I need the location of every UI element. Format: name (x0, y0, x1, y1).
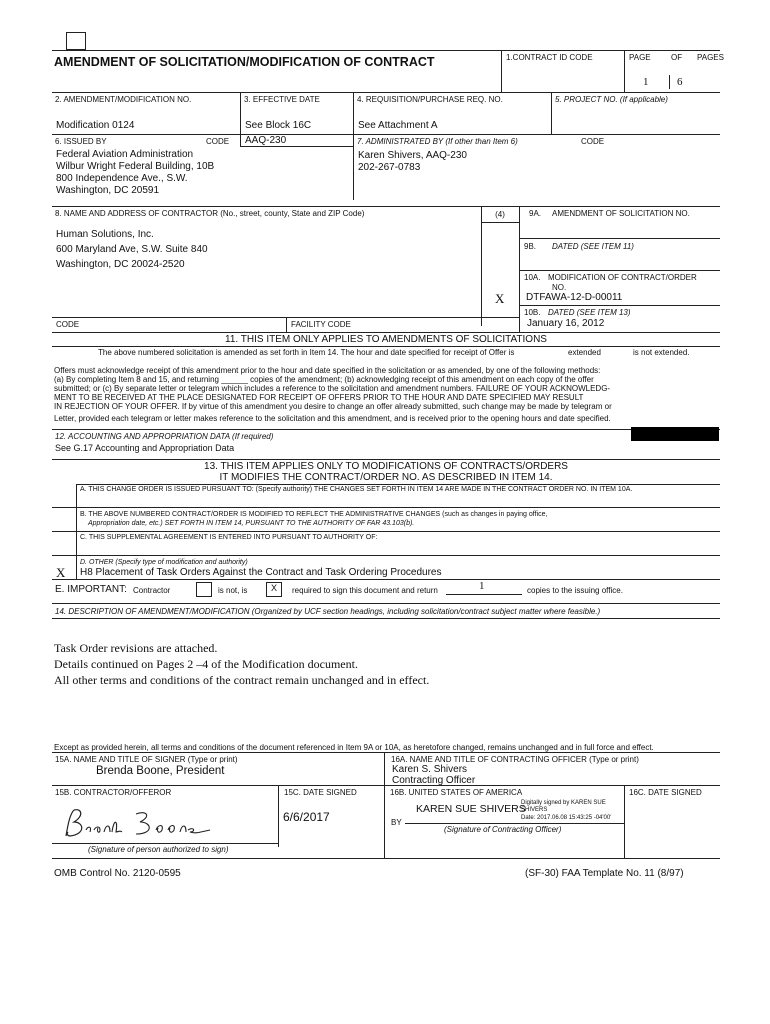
item-16a-name: Karen S. Shivers (392, 764, 468, 775)
item-11-para-1: Offers must acknowledge receipt of this amendment prior to the hour and date specified in the solicitation or as amended, by one of the following methods: (54, 366, 601, 375)
amendment-no-label: 2. AMENDMENT/MODIFICATION NO. (55, 95, 192, 104)
item-14-label: 14. DESCRIPTION OF AMENDMENT/MODIFICATION (Organized by UCF section headings, including solicitation/contract subject matter where feasible.) (55, 607, 601, 616)
item-10b-num: 10B. (524, 308, 541, 317)
is-not-checkbox[interactable] (196, 582, 212, 597)
admin-label: 7. ADMINISTRATED BY (If other than Item 6) (357, 137, 518, 146)
facility-code-label: FACILITY CODE (291, 320, 351, 329)
item-13c: C. THIS SUPPLEMENTAL AGREEMENT IS ENTERED INTO PURSUANT TO AUTHORITY OF: (80, 534, 378, 541)
page-label: PAGE (629, 53, 651, 62)
effective-date-value: See Block 16C (245, 120, 312, 131)
admin-code-label: CODE (581, 137, 605, 146)
signature-15-caption: (Signature of person authorized to sign) (88, 845, 229, 854)
omb-control-number: OMB Control No. 2120-0595 (54, 868, 181, 879)
item-9b-num: 9B. (524, 242, 537, 251)
item-10a-num: 10A. (524, 273, 541, 282)
of-label: OF (671, 53, 683, 62)
important-required: required to sign this document and return (292, 586, 438, 595)
item-16b-label: 16B. UNITED STATES OF AMERICA (390, 788, 523, 797)
contractor-line-2: 600 Maryland Ave, S.W. Suite 840 (56, 244, 208, 255)
item-11-extended: extended (568, 348, 601, 357)
item-11-line: The above numbered solicitation is amended as set forth in Item 14. The hour and date specified for receipt of Offer is (98, 348, 515, 357)
issued-by-label: 6. ISSUED BY (55, 137, 107, 146)
item-11-not-extended: is not extended. (633, 348, 690, 357)
page-total: 6 (677, 76, 683, 88)
by-label: BY (391, 818, 402, 827)
item-16c-label: 16C. DATE SIGNED (629, 788, 702, 797)
item-13d-label: D. OTHER (Specify type of modification and authority) (80, 559, 248, 566)
pages-label: PAGES (697, 53, 724, 62)
signature-16-caption: (Signature of Contracting Officer) (444, 825, 562, 834)
item-14-line-2: Details continued on Pages 2 –4 of the Modification document. (54, 657, 358, 671)
issued-line-2: Wilbur Wright Federal Building, 10B (56, 161, 215, 172)
form-title: AMENDMENT OF SOLICITATION/MODIFICATION OF CONTRACT (54, 55, 435, 69)
item-14-line-3: All other terms and conditions of the contract remain unchanged and in effect. (54, 673, 430, 687)
important-copies: 1 (479, 580, 485, 592)
item-10a-check[interactable]: X (495, 291, 505, 306)
item-16a-title: Contracting Officer (392, 775, 476, 786)
is-checkbox-mark: X (270, 583, 277, 593)
digital-signer-name: KAREN SUE SHIVERS (416, 803, 526, 815)
item-12-value: See G.17 Accounting and Appropriation Data (55, 443, 235, 453)
issued-line-3: 800 Independence Ave., S.W. (56, 173, 188, 184)
item-10a-value: DTFAWA-12-D-00011 (526, 292, 623, 303)
item-15b-label: 15B. CONTRACTOR/OFFEROR (55, 788, 172, 797)
item-16a-label: 16A. NAME AND TITLE OF CONTRACTING OFFICER (Type or print) (391, 755, 639, 764)
item-13a: A. THIS CHANGE ORDER IS ISSUED PURSUANT TO: (Specify authority) THE CHANGES SET FORTH IN ITEM 14 ARE MADE IN THE CONTRACT ORDER NO. IN ITEM 10A. (80, 486, 633, 493)
issued-code-value: AAQ-230 (245, 135, 287, 146)
issued-line-1: Federal Aviation Administration (56, 149, 194, 160)
item-11-heading: 11. THIS ITEM ONLY APPLIES TO AMENDMENTS OF SOLICITATIONS (225, 334, 547, 345)
item-9b-label: DATED (SEE ITEM 11) (552, 242, 634, 251)
digital-sign-line-2: SHIVERS (521, 807, 548, 813)
important-contractor: Contractor (133, 586, 171, 595)
item-13-heading-2: IT MODIFIES THE CONTRACT/ORDER NO. AS DESCRIBED IN ITEM 14. (219, 472, 553, 483)
contract-id-label: 1.CONTRACT ID CODE (506, 53, 593, 62)
item-10a-label: MODIFICATION OF CONTRACT/ORDER (548, 273, 697, 282)
issued-line-4: Washington, DC 20591 (56, 185, 160, 196)
item-15a-label: 15A. NAME AND TITLE OF SIGNER (Type or print) (55, 755, 238, 764)
contractor-line-1: Human Solutions, Inc. (56, 229, 154, 240)
important-to-office: copies to the issuing office. (527, 586, 623, 595)
redaction-bar (631, 427, 719, 441)
item-10b-value: January 16, 2012 (527, 318, 605, 329)
contractor-code-label: CODE (56, 320, 80, 329)
item-11-para-6: Letter, provided each telegram or letter makes reference to the solicitation and this amendment, and is received prior to the opening hours and date specified. (54, 414, 611, 423)
item-11-para-3: submitted; or (c) By separate letter or telegram which includes a reference to the solicitation and amendment numbers. FAILURE OF YOUR ACKNOWLEDG- (54, 384, 611, 393)
item-11-para-2: (a) By completing Item 8 and 15, and returning ______ copies of the amendment; (b) acknowledging receipt of this amendment on each copy of the offer (54, 375, 594, 384)
item-13-heading-1: 13. THIS ITEM APPLIES ONLY TO MODIFICATIONS OF CONTRACTS/ORDERS (204, 461, 568, 472)
item-15a-value: Brenda Boone, President (96, 765, 225, 777)
issued-code-label: CODE (206, 137, 230, 146)
item-15c-label: 15C. DATE SIGNED (284, 788, 357, 797)
form-identifier: (SF-30) FAA Template No. 11 (8/97) (525, 868, 684, 879)
top-checkbox[interactable] (66, 32, 86, 50)
item-14-line-1: Task Order revisions are attached. (54, 641, 218, 655)
item-11-para-5: IN REJECTION OF YOUR OFFER. If by virtue of this amendment you desire to change an offer already submitted, such change may be made by telegram or (54, 402, 612, 411)
item-13b-line-2: Appropriation date, etc.) SET FORTH IN ITEM 14, PURSUANT TO THE AUTHORITY OF FAR 43.103(b). (88, 520, 415, 527)
amendment-no-value: Modification 0124 (56, 120, 135, 131)
page-number: 1 (643, 76, 649, 88)
requisition-value: See Attachment A (358, 120, 438, 131)
item-9a-label: AMENDMENT OF SOLICITATION NO. (552, 209, 690, 218)
item-10a-label-2: NO. (552, 283, 567, 292)
admin-line-1: Karen Shivers, AAQ-230 (358, 150, 467, 161)
contractor-line-3: Washington, DC 20024-2520 (56, 259, 185, 270)
admin-line-2: 202-267-0783 (358, 162, 421, 173)
item-10b-label: DATED (SEE ITEM 13) (548, 308, 631, 317)
contractor-signature (60, 806, 220, 842)
digital-sign-line-3: Date: 2017.06.08 15:43:25 -04'00' (521, 815, 612, 821)
project-no-label: 5. PROJECT NO. (If applicable) (555, 95, 668, 104)
item-15c-value: 6/6/2017 (283, 810, 330, 824)
item-13d-check[interactable]: X (56, 565, 66, 580)
item-9a-num: 9A. (529, 209, 542, 218)
item-13d-value: H8 Placement of Task Orders Against the Contract and Task Ordering Procedures (80, 567, 442, 578)
footer-note: Except as provided herein, all terms and conditions of the document referenced in Item 9A or 10A, as heretofore changed, remains unchanged and in full force and effect. (54, 743, 654, 752)
item-12-label: 12. ACCOUNTING AND APPROPRIATION DATA (If required) (55, 432, 274, 441)
item-11-para-4: MENT TO BE RECEIVED AT THE PLACE DESIGNATED FOR RECEIPT OF OFFERS PRIOR TO THE HOUR AND DATE SPECIFIED MAY RESULT (54, 393, 584, 402)
digital-sign-line-1: Digitally signed by KAREN SUE (521, 800, 606, 806)
important-label: E. IMPORTANT: (55, 584, 127, 595)
requisition-label: 4. REQUISITION/PURCHASE REQ. NO. (357, 95, 503, 104)
important-is-not: is not, is (218, 586, 248, 595)
item-13b-line-1: B. THE ABOVE NUMBERED CONTRACT/ORDER IS MODIFIED TO REFLECT THE ADMINISTRATIVE CHANGES (such as changes in paying office, (80, 511, 548, 518)
check-column-label: (4) (495, 210, 505, 219)
contractor-label: 8. NAME AND ADDRESS OF CONTRACTOR (No., street, county, State and ZIP Code) (55, 209, 365, 218)
effective-date-label: 3. EFFECTIVE DATE (244, 95, 320, 104)
